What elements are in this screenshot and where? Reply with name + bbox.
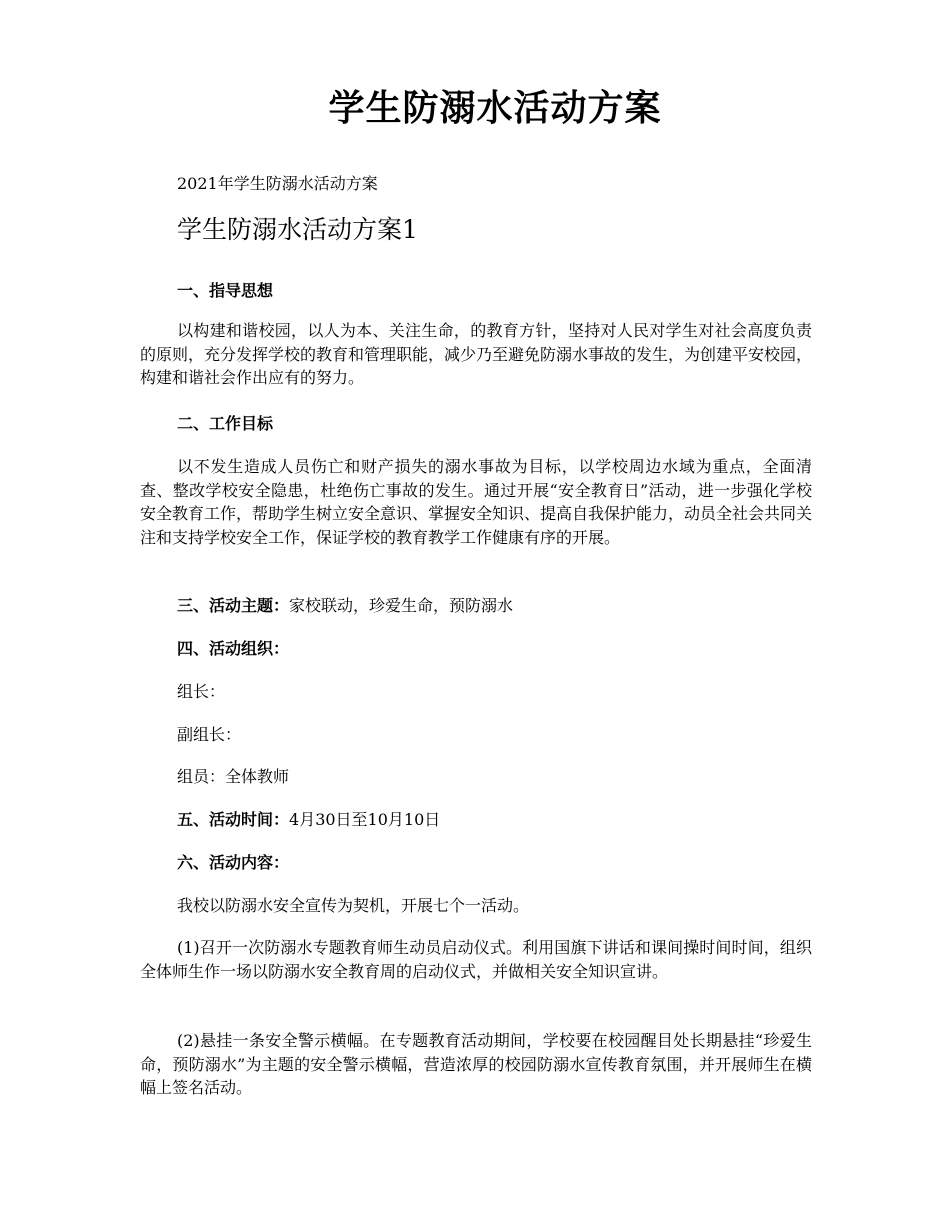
vice-leader-line: 副组长： [177,725,242,744]
activity-theme-heading: 三、活动主题： [177,596,290,615]
members-line: 组员：全体教师 [177,767,290,786]
guiding-thought-heading: 一、指导思想 [177,281,274,300]
activity-theme-text: 家校联动，珍爱生命，预防溺水 [289,596,514,615]
activity-item-2: (2)悬挂一条安全警示横幅。在专题教育活动期间，学校要在校园醒目处长期悬挂“珍爱生命，预防溺水”为主题的安全警示横幅，营造浓厚的校园防溺水宣传教育氛围，并开展师生在横幅上签名活动。 [140,1031,812,1097]
leader-line: 组长： [177,682,226,701]
activity-content-intro: 我校以防溺水安全宣传为契机，开展七个一活动。 [177,896,530,915]
activity-theme-line [177,594,513,617]
activity-time-text: 4月30日至10月10日 [289,810,441,829]
guiding-thought-paragraph: 以构建和谐校园，以人为本、关注生命，的教育方针，坚持对人民对学生对社会高度负责的原则，充分发挥学校的教育和管理职能，减少乃至避免防溺水事故的发生，为创建平安校园，构建和谐社会作出应有的努力。 [140,321,813,387]
activity-content-heading: 六、活动内容： [177,853,290,872]
activity-time-line [177,808,440,831]
work-goal-paragraph: 以不发生造成人员伤亡和财产损失的溺水事故为目标，以学校周边水域为重点，全面清查、整改学校安全隐患，杜绝伤亡事故的发生。通过开展“安全教育日”活动，进一步强化学校安全教育工作，帮助学生树立安全意识、掌握安全知识、提高自我保护能力，动员全社会共同关注和支持学校安全工作，保证学校的教育教学工作健康有序的开展。 [140,457,813,547]
work-goal-heading: 二、工作目标 [177,414,274,433]
activity-item-1: (1)召开一次防溺水专题教育师生动员启动仪式。利用国旗下讲话和课间操时间时间，组织全体师生作一场以防溺水安全教育周的启动仪式，并做相关安全知识宣讲。 [140,938,812,981]
activity-time-heading: 五、活动时间： [177,810,290,829]
document-subtitle: 2021年学生防溺水活动方案 [177,174,378,193]
section-heading-1: 学生防溺水活动方案1 [177,215,418,244]
activity-organization-heading: 四、活动组织： [177,639,290,658]
document-title: 学生防溺水活动方案 [328,87,662,129]
